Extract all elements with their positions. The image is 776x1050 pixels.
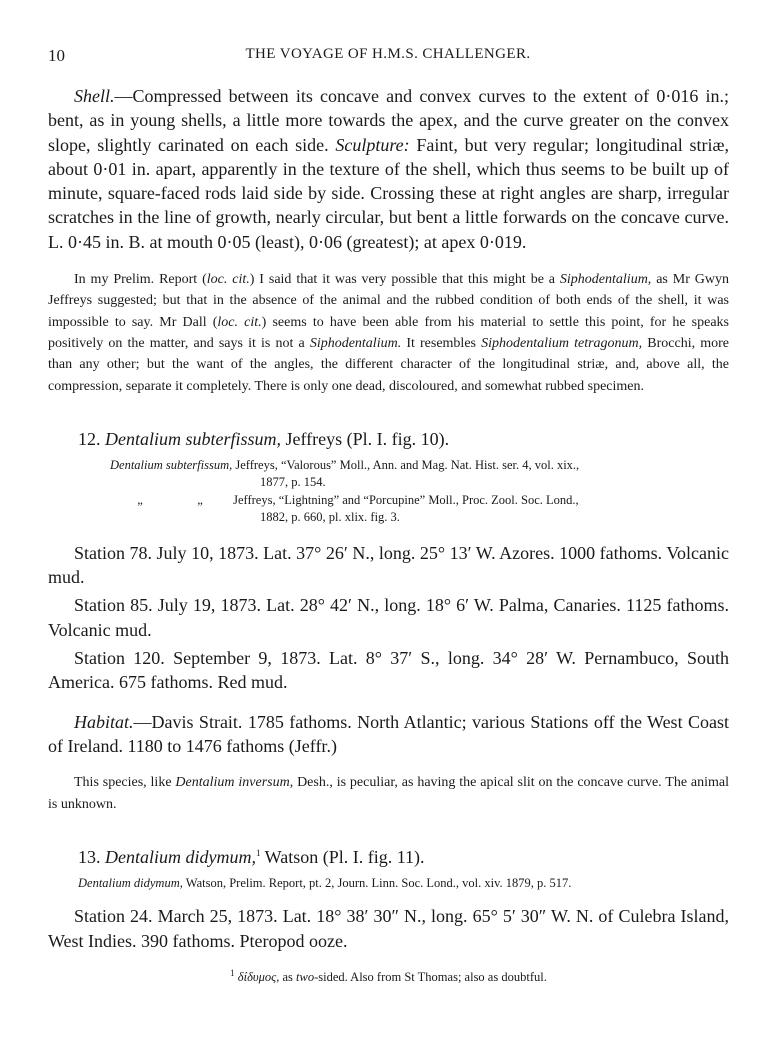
ditto-mark: „ xyxy=(197,492,203,507)
reference-2-cont: 1882, p. 660, pl. xlix. fig. 3. xyxy=(260,510,400,525)
page-header xyxy=(48,46,728,68)
note-italic: loc. cit. xyxy=(206,272,250,288)
shell-text-b: Faint, but very regular; longitudinal striæ, about 0·01 in. apart, apparently in the texture of the shell, which thus seems to be built up of minute, square-faced rods laid side by side. Crossing these at right angles are sharp, irregular scratches in the line of growth, nearly circular, but bent a little forwards on the concave curve. L. 0·45 in. B. at mouth 0·05 (least), 0·06 (greatest); at apex 0·019. xyxy=(48,134,729,252)
note-text: This species, like xyxy=(74,775,176,791)
reference-text: Jeffreys, “Lightning” and “Porcupine” Moll., Proc. Zool. Soc. Lond., xyxy=(233,492,579,507)
habitat-label: Habitat. xyxy=(74,711,134,732)
species-name: Dentalium subterfissum, xyxy=(105,428,282,449)
reference-text: Jeffreys, “Valorous” Moll., Ann. and Mag. Nat. Hist. ser. 4, vol. xix., xyxy=(235,457,580,472)
station-entry: Station 120. September 9, 1873. Lat. 8° 37′ S., long. 34° 28′ W. Pernambuco, South America. 675 fathoms. Red mud. xyxy=(48,648,729,693)
reference-text: Watson, Prelim. Report, pt. 2, Journ. Linn. Soc. Lond., vol. xiv. 1879, p. 517. xyxy=(185,875,572,890)
note-text: Desh., is peculiar, as having the apical slit on the concave curve. The animal is unknown. xyxy=(48,775,729,812)
note-italic: Siphodentalium, xyxy=(559,272,652,288)
station-list xyxy=(48,541,729,695)
shell-text-a: —Compressed between its concave and convex curves to the extent of 0·016 in.; bent, as in young shells, a little more towards the apex, and the curve greater on the convex slope, slightly carinated on each side. xyxy=(48,86,729,155)
ditto-mark: „ xyxy=(137,492,143,507)
habitat xyxy=(48,710,729,759)
page-body xyxy=(48,84,729,986)
reference-1-cont: 1877, p. 154. xyxy=(260,475,326,490)
species-13-heading xyxy=(48,841,729,869)
habitat-text: —Davis Strait. 1785 fathoms. North Atlantic; various Stations off the West Coast of Ireland. 1180 to 1476 fathoms (Jeffr.) xyxy=(48,711,729,756)
note-text: as Mr Gwyn Jeffreys suggested; but that in the absence of the animal and the rubbed condition of both ends of the shell, it was impossible to say. Mr Dall ( xyxy=(48,272,729,330)
footnote-marker: 1 xyxy=(230,967,235,978)
note-italic: loc. cit. xyxy=(217,314,262,330)
note-italic: Siphodentalium. xyxy=(309,335,402,351)
station-entry: Station 78. July 10, 1873. Lat. 37° 26′ N., long. 25° 13′ W. Azores. 1000 fathoms. Volcanic mud. xyxy=(48,542,729,588)
note-italic: Siphodentalium tetragonum, xyxy=(481,335,643,351)
species-author: Jeffreys (Pl. I. fig. 10). xyxy=(285,428,450,449)
note-italic: Dentalium inversum, xyxy=(175,775,294,791)
footnote-text: as xyxy=(279,970,297,985)
footnote-italic: two xyxy=(296,970,315,985)
footnote-marker: 1 xyxy=(255,847,261,858)
sculpture-label: Sculpture: xyxy=(335,134,410,155)
shell-label: Shell. xyxy=(74,86,115,106)
species-12-note xyxy=(48,772,729,815)
note-text: ) I said that it was very possible that this might be a xyxy=(249,272,560,288)
footnote-greek: δίδυμος, xyxy=(237,970,280,985)
note-text: Brocchi, more than any other; but the want of the angles, the different character of the longitudinal striæ, and, above all, the compression, separate it completely. There is only one dead, discoloured, and somewhat rubbed specimen. xyxy=(48,335,730,394)
species-author: Watson (Pl. I. fig. 11). xyxy=(264,846,425,867)
note-text: It resembles xyxy=(401,335,482,351)
shell-description xyxy=(48,84,729,254)
species-number: 12. xyxy=(78,428,101,449)
note-text: ) seems to have been able from his material to settle this point, for he speaks positively on the matter, and says it is not a xyxy=(48,314,730,351)
reference-2 xyxy=(110,492,729,510)
reference-name: Dentalium didymum, xyxy=(78,875,183,890)
prelim-report-note xyxy=(48,269,729,397)
species-13-reference xyxy=(48,875,729,893)
station-entry: Station 24. March 25, 1873. Lat. 18° 38′ 30″ N., long. 65° 5′ 30″ W. N. of Culebra Island, West Indies. 390 fathoms. Pteropod ooze. xyxy=(48,906,729,951)
note-text: In my Prelim. Report ( xyxy=(74,272,207,288)
station-entry: Station 85. July 19, 1873. Lat. 28° 42′ N., long. 18° 6′ W. Palma, Canaries. 1125 fathoms. Volcanic mud. xyxy=(48,595,729,640)
footnote-text: -sided. Also from St Thomas; also as doubtful. xyxy=(314,970,547,985)
species-12-heading xyxy=(48,427,729,451)
reference-name: Dentalium subterfissum, xyxy=(110,457,233,472)
footnote xyxy=(48,965,729,986)
species-name: Dentalium didymum, xyxy=(105,846,256,867)
page-number: 10 xyxy=(48,46,65,65)
species-number: 13. xyxy=(78,846,101,867)
species-12-references xyxy=(48,457,729,527)
reference-1 xyxy=(110,457,729,475)
running-head: THE VOYAGE OF H.M.S. CHALLENGER. xyxy=(245,46,531,62)
